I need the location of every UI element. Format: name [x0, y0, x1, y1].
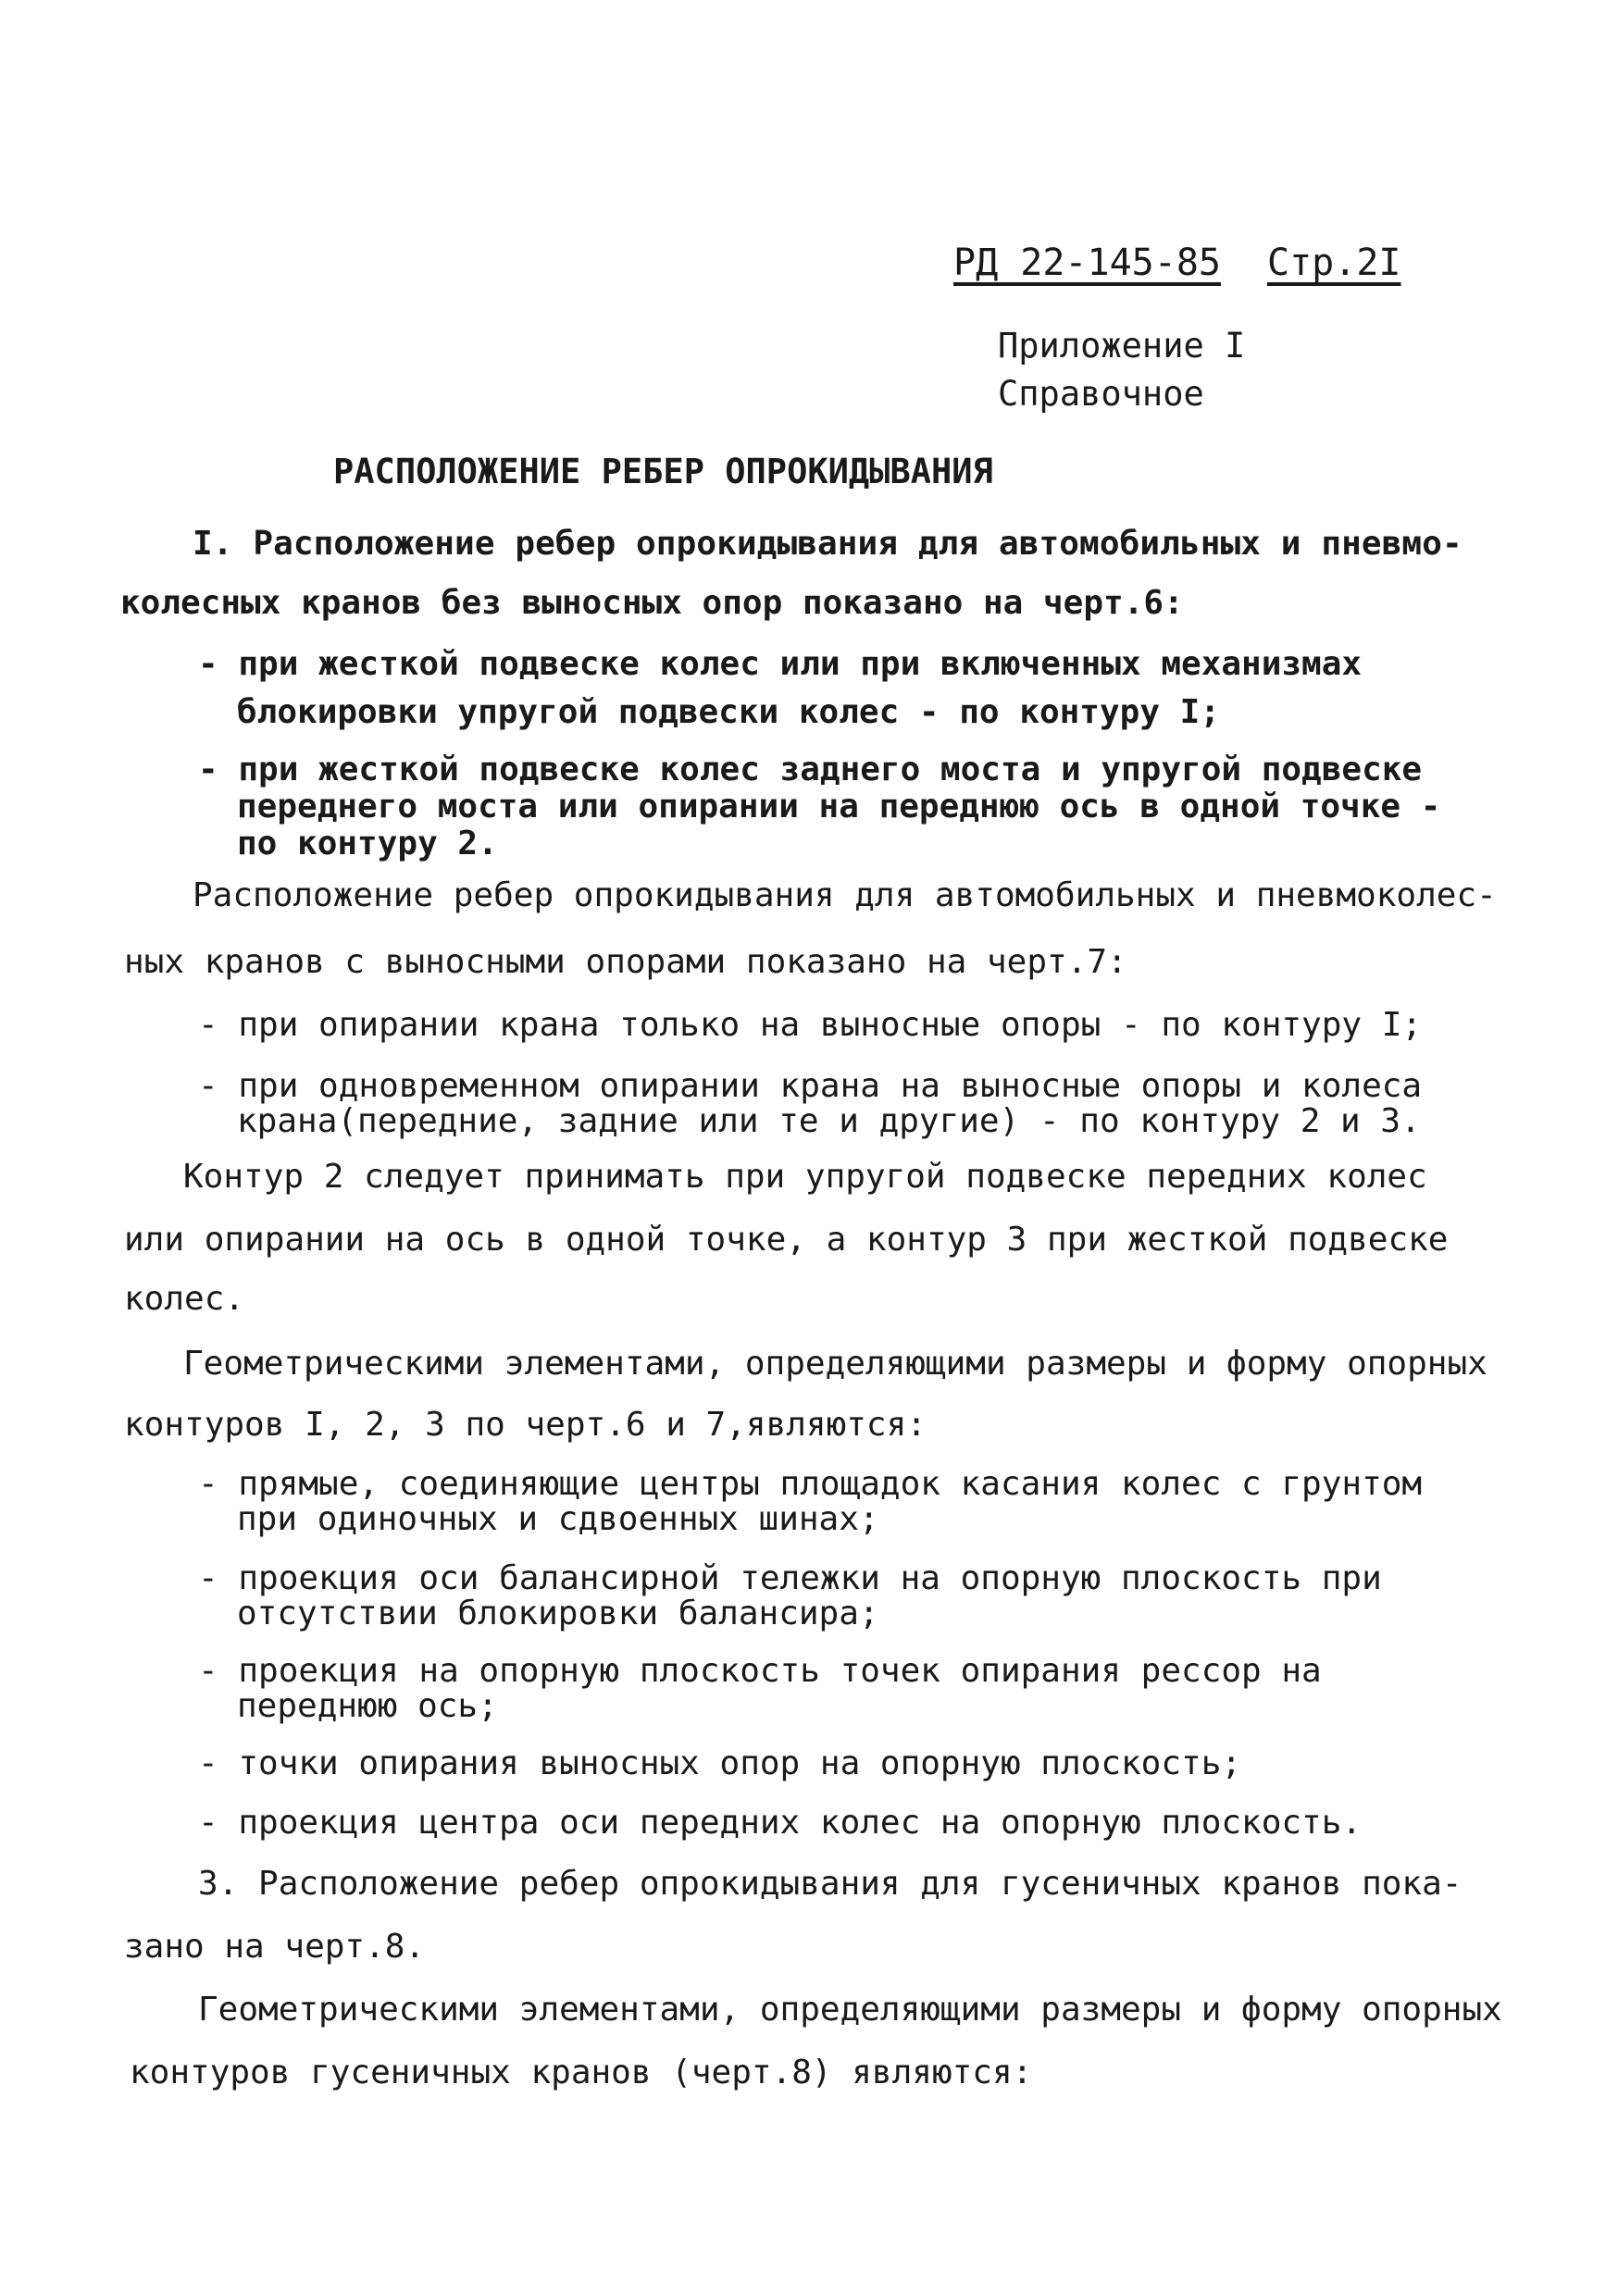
list-item: - прямые, соединяющие центры площадок касания колес с грунтом [198, 1465, 1423, 1503]
list-item: - проекция на опорную плоскость точек опирания рессор на [198, 1652, 1322, 1690]
document-code: РД 22-145-85 [953, 242, 1221, 284]
section-title: РАСПОЛОЖЕНИЕ РЕБЕР ОПРОКИДЫВАНИЯ [333, 452, 993, 491]
paragraph-line: Расположение ребер опрокидывания для автомобильных и пневмоколес- [193, 876, 1497, 914]
list-item-continued: блокировки упругой подвески колес - по контуру I; [237, 693, 1221, 731]
list-item: - при опирании крана только на выносные опоры - по контуру I; [198, 1006, 1423, 1044]
list-item: - при жесткой подвеске колес заднего моста и упругой подвеске [198, 751, 1423, 788]
list-item: - при жесткой подвеске колес или при включенных механизмах [198, 645, 1363, 683]
paragraph-line: контуров I, 2, 3 по черт.6 и 7,являются: [124, 1406, 927, 1444]
paragraph-line: колес. [124, 1280, 245, 1318]
appendix-number: Приложение I [998, 326, 1246, 366]
list-item-continued: переднюю ось; [237, 1687, 498, 1725]
page-header [953, 242, 1400, 283]
list-item-continued: при одиночных и сдвоенных шинах; [237, 1500, 879, 1538]
paragraph-line: колесных кранов без выносных опор показано на черт.6: [120, 584, 1184, 622]
list-item: - проекция оси балансирной тележки на опорную плоскость при [198, 1559, 1382, 1597]
paragraph-line: I. Расположение ребер опрокидывания для автомобильных и пневмо- [193, 525, 1462, 563]
list-item: - проекция центра оси передних колес на опорную плоскость. [198, 1804, 1363, 1842]
paragraph-line: зано на черт.8. [124, 1928, 426, 1966]
list-item: - точки опирания выносных опор на опорную плоскость; [198, 1744, 1242, 1782]
page-number: Стр.2I [1266, 242, 1401, 284]
appendix-type: Справочное [998, 374, 1204, 414]
list-item-continued: отсутствии блокировки балансира; [237, 1595, 879, 1632]
paragraph-line: Контур 2 следует принимать при упругой подвеске передних колес [183, 1158, 1427, 1196]
paragraph-line: или опирании на ось в одной точке, а контур 3 при жесткой подвеске [124, 1221, 1449, 1259]
list-item-continued: крана(передние, задние или те и другие) - по контуру 2 и 3. [237, 1102, 1421, 1140]
paragraph-line: Геометрическими элементами, определяющими размеры и форму опорных [198, 1991, 1502, 2029]
paragraph-line: Геометрическими элементами, определяющими размеры и форму опорных [183, 1345, 1487, 1383]
paragraph-line: контуров гусеничных кранов (черт.8) являются: [130, 2054, 1033, 2091]
paragraph-line: 3. Расположение ребер опрокидывания для гусеничных кранов пока- [198, 1865, 1462, 1903]
list-item-continued: по контуру 2. [237, 825, 498, 863]
list-item: - при одновременном опирании крана на выносные опоры и колеса [198, 1067, 1423, 1105]
paragraph-line: ных кранов с выносными опорами показано на черт.7: [124, 943, 1127, 981]
list-item-continued: переднего моста или опирании на переднюю ось в одной точке - [237, 788, 1441, 825]
